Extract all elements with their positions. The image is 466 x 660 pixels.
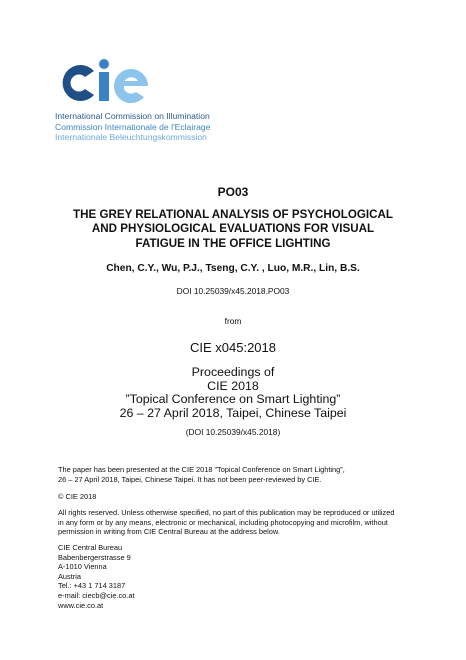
rights-line: permission in writing from CIE Central Bureau at the address below. xyxy=(58,527,280,537)
logo-name-english: International Commission on Illumination xyxy=(55,111,210,121)
proceedings-block xyxy=(0,366,466,420)
logo-organisation-names xyxy=(55,111,210,143)
paper-code: PO03 xyxy=(217,185,249,199)
logo-letter-i-dot xyxy=(99,59,109,69)
logo-letter-i-stem xyxy=(99,72,109,101)
rights-line: in any form or by any means, electronic or mechanical, including photocopying and microfilm, without xyxy=(58,517,388,527)
proceedings-doi: (DOI 10.25039/x45.2018) xyxy=(185,427,281,437)
address-line: CIE Central Bureau xyxy=(58,543,123,552)
website-address: www.cie.co.at xyxy=(58,600,104,610)
copyright: © CIE 2018 xyxy=(58,492,97,501)
note-line: 26 – 27 April 2018, Taipei, Chinese Taipei. It has not been peer-reviewed by CIE. xyxy=(58,474,322,484)
logo-letter-c xyxy=(63,65,94,101)
rights-line: All rights reserved. Unless otherwise specified, no part of this publication may be reproduced or utilized xyxy=(58,508,395,517)
presentation-note xyxy=(58,465,345,484)
proceedings-line: CIE 2018 xyxy=(207,378,259,393)
paper-authors: Chen, C.Y., Wu, P.J., Tseng, C.Y. , Luo, M.R., Lin, B.S. xyxy=(106,263,360,274)
email-address: e-mail: ciecb@cie.co.at xyxy=(58,590,135,600)
address-line: Babenbergerstrasse 9 xyxy=(58,552,131,562)
paper-title xyxy=(0,208,466,251)
proceedings-line: Proceedings of xyxy=(191,365,275,379)
address-line: Austria xyxy=(58,571,82,581)
publication-id: CIE x045:2018 xyxy=(189,340,276,355)
logo-name-german: Internationale Beleuchtungskommission xyxy=(55,132,207,143)
paper-doi: DOI 10.25039/x45.2018.PO03 xyxy=(176,286,290,296)
from-label: from xyxy=(224,316,242,326)
paper-title-line: AND PHYSIOLOGICAL EVALUATIONS FOR VISUAL xyxy=(91,222,375,236)
proceedings-line: 26 – 27 April 2018, Taipei, Chinese Taipei xyxy=(119,405,347,420)
cie-logo xyxy=(54,58,164,108)
address-line: Tel.: +43 1 714 3187 xyxy=(58,581,126,591)
address-line: A-1010 Vienna xyxy=(58,562,107,572)
logo-name-french: Commission Internationale de l'Eclairage xyxy=(55,121,211,132)
rights-statement xyxy=(58,508,394,537)
note-line: The paper has been presented at the CIE 2018 ”Topical Conference on Smart Lighting”, xyxy=(58,465,345,474)
paper-title-line: THE GREY RELATIONAL ANALYSIS OF PSYCHOLOGICAL xyxy=(73,208,393,221)
proceedings-line: ”Topical Conference on Smart Lighting” xyxy=(125,392,341,407)
contact-address xyxy=(58,543,135,610)
paper-title-line: FATIGUE IN THE OFFICE LIGHTING xyxy=(135,236,331,250)
logo-letter-e xyxy=(114,69,148,103)
